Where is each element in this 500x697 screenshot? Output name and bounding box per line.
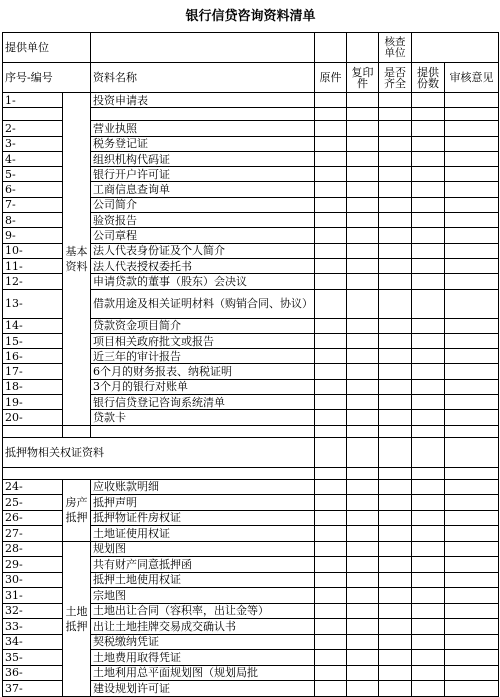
item-name: 验资报告 [91, 213, 315, 228]
item-number: 25- [3, 495, 63, 511]
count-cell[interactable] [412, 318, 445, 333]
original-cell[interactable] [315, 479, 347, 495]
count-cell[interactable] [412, 213, 445, 228]
opinion-cell[interactable] [445, 228, 499, 243]
opinion-cell[interactable] [445, 541, 499, 557]
complete-cell[interactable] [379, 274, 412, 289]
copy-cell[interactable] [347, 108, 379, 121]
item-number: 28- [3, 541, 63, 557]
opinion-cell[interactable] [445, 467, 499, 479]
blank-cell [91, 425, 315, 437]
original-cell[interactable] [315, 634, 347, 650]
count-cell[interactable] [412, 93, 445, 108]
item-name: 法人代表授权委托书 [91, 258, 315, 273]
item-number [3, 108, 63, 121]
copy-cell[interactable] [347, 572, 379, 588]
complete-cell[interactable] [379, 197, 412, 212]
count-cell[interactable] [412, 108, 445, 121]
copy-cell[interactable] [347, 151, 379, 166]
opinion-cell[interactable] [445, 197, 499, 212]
copy-cell[interactable] [347, 650, 379, 666]
original-cell[interactable] [315, 318, 347, 333]
copy-cell[interactable] [347, 603, 379, 619]
item-name: 抵押物证件房权证 [91, 510, 315, 526]
opinion-cell[interactable] [445, 182, 499, 197]
copy-cell[interactable] [347, 395, 379, 410]
original-cell[interactable] [315, 588, 347, 604]
original-cell[interactable] [315, 93, 347, 108]
count-cell[interactable] [412, 557, 445, 573]
item-number: 8- [3, 213, 63, 228]
copy-cell[interactable] [347, 588, 379, 604]
item-number: 12- [3, 274, 63, 289]
complete-cell[interactable] [379, 650, 412, 666]
copy-cell[interactable] [347, 182, 379, 197]
copy-cell[interactable] [347, 274, 379, 289]
checklist-table [2, 0, 499, 697]
opinion-cell[interactable] [445, 665, 499, 681]
section-row [3, 437, 499, 467]
item-number: 3- [3, 136, 63, 151]
header-complete: 是否齐全 [379, 63, 412, 93]
item-name: 出让土地挂牌交易成交确认书 [91, 619, 315, 635]
spacer-row [3, 425, 499, 437]
item-number: 36- [3, 665, 63, 681]
item-name: 银行开户许可证 [91, 167, 315, 182]
original-cell[interactable] [315, 151, 347, 166]
opinion-cell[interactable] [445, 349, 499, 364]
original-cell[interactable] [315, 243, 347, 258]
complete-cell[interactable] [379, 588, 412, 604]
item-number: 24- [3, 479, 63, 495]
count-cell[interactable] [412, 197, 445, 212]
opinion-cell[interactable] [445, 318, 499, 333]
count-cell[interactable] [412, 603, 445, 619]
original-cell[interactable] [315, 136, 347, 151]
header-count: 提供份数 [412, 63, 445, 93]
copy-cell[interactable] [347, 364, 379, 379]
section-title: 抵押物相关权证资料 [3, 437, 315, 467]
blank-cell [3, 467, 315, 479]
original-cell[interactable] [315, 665, 347, 681]
item-name: 法人代表身份证及个人简介 [91, 243, 315, 258]
complete-cell[interactable] [379, 213, 412, 228]
complete-cell[interactable] [379, 243, 412, 258]
opinion-cell[interactable] [445, 572, 499, 588]
count-cell[interactable] [412, 619, 445, 635]
item-name: 营业执照 [91, 121, 315, 136]
original-cell[interactable] [315, 349, 347, 364]
original-cell[interactable] [315, 681, 347, 697]
complete-cell[interactable] [379, 557, 412, 573]
complete-cell[interactable] [379, 572, 412, 588]
original-cell[interactable] [315, 364, 347, 379]
complete-cell[interactable] [379, 479, 412, 495]
copy-cell[interactable] [347, 665, 379, 681]
copy-cell[interactable] [347, 619, 379, 635]
item-number: 26- [3, 510, 63, 526]
copy-cell[interactable] [347, 289, 379, 318]
count-cell[interactable] [412, 541, 445, 557]
count-cell[interactable] [412, 467, 445, 479]
item-number: 9- [3, 228, 63, 243]
opinion-cell[interactable] [445, 151, 499, 166]
item-name: 规划图 [91, 541, 315, 557]
complete-cell[interactable] [379, 495, 412, 511]
blank-cell [445, 425, 499, 437]
original-cell[interactable] [315, 395, 347, 410]
original-cell[interactable] [315, 619, 347, 635]
item-name: 6个月的财务报表、纳税证明 [91, 364, 315, 379]
item-name: 项目相关政府批文或报告 [91, 333, 315, 348]
item-name: 公司章程 [91, 228, 315, 243]
original-cell[interactable] [315, 603, 347, 619]
table-row [3, 541, 499, 557]
header-seq: 序号-编号 [3, 63, 91, 93]
count-cell[interactable] [412, 182, 445, 197]
opinion-cell[interactable] [445, 364, 499, 379]
complete-cell[interactable] [379, 510, 412, 526]
count-cell[interactable] [412, 258, 445, 273]
original-cell[interactable] [315, 572, 347, 588]
item-name: 银行信贷登记咨询系统清单 [91, 395, 315, 410]
copy-cell[interactable] [347, 526, 379, 542]
item-name: 工商信息查询单 [91, 182, 315, 197]
count-cell[interactable] [412, 379, 445, 394]
count-cell[interactable] [412, 274, 445, 289]
count-cell[interactable] [412, 437, 445, 467]
item-name: 借款用途及相关证明材料（购销合同、协议） [91, 289, 315, 318]
complete-cell[interactable] [379, 108, 412, 121]
complete-cell[interactable] [379, 410, 412, 425]
item-number: 17- [3, 364, 63, 379]
count-cell[interactable] [412, 395, 445, 410]
blank-cell [63, 425, 91, 437]
original-cell[interactable] [315, 333, 347, 348]
item-number: 30- [3, 572, 63, 588]
complete-cell[interactable] [379, 182, 412, 197]
complete-cell[interactable] [379, 258, 412, 273]
item-number: 5- [3, 167, 63, 182]
complete-cell[interactable] [379, 437, 412, 467]
item-number: 1- [3, 93, 63, 108]
copy-cell[interactable] [347, 634, 379, 650]
item-number: 19- [3, 395, 63, 410]
count-cell[interactable] [412, 572, 445, 588]
verifier-label: 核查单位 [379, 33, 412, 63]
item-name: 抵押土地使用权证 [91, 572, 315, 588]
complete-cell[interactable] [379, 634, 412, 650]
item-name: 土地费用取得凭证 [91, 650, 315, 666]
provider-value-3[interactable] [347, 33, 379, 63]
copy-cell[interactable] [347, 541, 379, 557]
opinion-cell[interactable] [445, 634, 499, 650]
count-cell[interactable] [412, 243, 445, 258]
opinion-cell[interactable] [445, 243, 499, 258]
header-name: 资料名称 [91, 63, 315, 93]
original-cell[interactable] [315, 510, 347, 526]
opinion-cell[interactable] [445, 410, 499, 425]
complete-cell[interactable] [379, 228, 412, 243]
item-name: 贷款卡 [91, 410, 315, 425]
opinion-cell[interactable] [445, 603, 499, 619]
item-number: 32- [3, 603, 63, 619]
count-cell[interactable] [412, 410, 445, 425]
item-number: 6- [3, 182, 63, 197]
item-name: 投资申请表 [91, 93, 315, 108]
item-number: 20- [3, 410, 63, 425]
item-number: 35- [3, 650, 63, 666]
copy-cell[interactable] [347, 557, 379, 573]
complete-cell[interactable] [379, 289, 412, 318]
item-number: 15- [3, 333, 63, 348]
item-number: 14- [3, 318, 63, 333]
count-cell[interactable] [412, 167, 445, 182]
item-number: 16- [3, 349, 63, 364]
original-cell[interactable] [315, 228, 347, 243]
opinion-cell[interactable] [445, 510, 499, 526]
count-cell[interactable] [412, 479, 445, 495]
copy-cell[interactable] [347, 681, 379, 697]
blank-cell [379, 425, 412, 437]
item-name: 贷款资金项目简介 [91, 318, 315, 333]
opinion-cell[interactable] [445, 333, 499, 348]
original-cell[interactable] [315, 410, 347, 425]
provider-label: 提供单位 [3, 33, 91, 63]
page-title: 银行信贷咨询资料清单 [185, 8, 316, 24]
count-cell[interactable] [412, 650, 445, 666]
category-house: 房产抵押 [63, 479, 91, 541]
header-original: 原件 [315, 63, 347, 93]
complete-cell[interactable] [379, 333, 412, 348]
copy-cell[interactable] [347, 349, 379, 364]
opinion-cell[interactable] [445, 289, 499, 318]
copy-cell[interactable] [347, 467, 379, 479]
count-cell[interactable] [412, 151, 445, 166]
item-number: 34- [3, 634, 63, 650]
original-cell[interactable] [315, 274, 347, 289]
item-name: 土地出让合同（容积率，出让金等） [91, 603, 315, 619]
count-cell[interactable] [412, 681, 445, 697]
blank-cell [347, 425, 379, 437]
copy-cell[interactable] [347, 136, 379, 151]
blank-cell [3, 425, 63, 437]
original-cell[interactable] [315, 526, 347, 542]
opinion-cell[interactable] [445, 395, 499, 410]
item-name: 土地利用总平面规划图（规划局批 [91, 665, 315, 681]
complete-cell[interactable] [379, 364, 412, 379]
verifier-value[interactable] [412, 33, 499, 63]
complete-cell[interactable] [379, 93, 412, 108]
count-cell[interactable] [412, 495, 445, 511]
count-cell[interactable] [412, 588, 445, 604]
item-name: 共有财产同意抵押函 [91, 557, 315, 573]
opinion-cell[interactable] [445, 619, 499, 635]
opinion-cell[interactable] [445, 121, 499, 136]
complete-cell[interactable] [379, 318, 412, 333]
original-cell[interactable] [315, 467, 347, 479]
count-cell[interactable] [412, 349, 445, 364]
complete-cell[interactable] [379, 349, 412, 364]
item-number: 37- [3, 681, 63, 697]
opinion-cell[interactable] [445, 213, 499, 228]
complete-cell[interactable] [379, 395, 412, 410]
copy-cell[interactable] [347, 333, 379, 348]
copy-cell[interactable] [347, 379, 379, 394]
complete-cell[interactable] [379, 681, 412, 697]
copy-cell[interactable] [347, 410, 379, 425]
item-number: 4- [3, 151, 63, 166]
complete-cell[interactable] [379, 151, 412, 166]
opinion-cell[interactable] [445, 588, 499, 604]
opinion-cell[interactable] [445, 136, 499, 151]
opinion-cell[interactable] [445, 681, 499, 697]
original-cell[interactable] [315, 289, 347, 318]
copy-cell[interactable] [347, 243, 379, 258]
copy-cell[interactable] [347, 197, 379, 212]
opinion-cell[interactable] [445, 379, 499, 394]
count-cell[interactable] [412, 121, 445, 136]
original-cell[interactable] [315, 121, 347, 136]
item-name: 土地证使用权证 [91, 526, 315, 542]
complete-cell[interactable] [379, 665, 412, 681]
opinion-cell[interactable] [445, 650, 499, 666]
complete-cell[interactable] [379, 619, 412, 635]
opinion-cell[interactable] [445, 93, 499, 108]
item-number: 10- [3, 243, 63, 258]
opinion-cell[interactable] [445, 258, 499, 273]
category-basic: 基本资料 [63, 93, 91, 426]
count-cell[interactable] [412, 228, 445, 243]
item-name: 近三年的审计报告 [91, 349, 315, 364]
opinion-cell[interactable] [445, 108, 499, 121]
item-name: 公司简介 [91, 197, 315, 212]
table-row [3, 479, 499, 495]
count-cell[interactable] [412, 333, 445, 348]
copy-cell[interactable] [347, 121, 379, 136]
complete-cell[interactable] [379, 603, 412, 619]
original-cell[interactable] [315, 258, 347, 273]
complete-cell[interactable] [379, 541, 412, 557]
header-opinion: 审核意见 [445, 63, 499, 93]
complete-cell[interactable] [379, 467, 412, 479]
original-cell[interactable] [315, 108, 347, 121]
copy-cell[interactable] [347, 479, 379, 495]
original-cell[interactable] [315, 495, 347, 511]
count-cell[interactable] [412, 634, 445, 650]
complete-cell[interactable] [379, 167, 412, 182]
item-name: 3个月的银行对账单 [91, 379, 315, 394]
item-name: 申请贷款的董事（股东）会决议 [91, 274, 315, 289]
original-cell[interactable] [315, 437, 347, 467]
complete-cell[interactable] [379, 526, 412, 542]
copy-cell[interactable] [347, 318, 379, 333]
item-number: 11- [3, 258, 63, 273]
original-cell[interactable] [315, 650, 347, 666]
copy-cell[interactable] [347, 258, 379, 273]
item-name: 建设规划许可证 [91, 681, 315, 697]
item-number: 13- [3, 289, 63, 318]
item-number: 7- [3, 197, 63, 212]
original-cell[interactable] [315, 213, 347, 228]
item-number: 27- [3, 526, 63, 542]
item-number: 2- [3, 121, 63, 136]
provider-value[interactable] [91, 33, 315, 63]
opinion-cell[interactable] [445, 479, 499, 495]
copy-cell[interactable] [347, 510, 379, 526]
opinion-cell[interactable] [445, 274, 499, 289]
copy-cell[interactable] [347, 495, 379, 511]
copy-cell[interactable] [347, 437, 379, 467]
item-number: 33- [3, 619, 63, 635]
spacer-row [3, 467, 499, 479]
opinion-cell[interactable] [445, 167, 499, 182]
copy-cell[interactable] [347, 167, 379, 182]
item-number: 29- [3, 557, 63, 573]
original-cell[interactable] [315, 197, 347, 212]
item-name: 应收账款明细 [91, 479, 315, 495]
item-name: 组织机构代码证 [91, 151, 315, 166]
count-cell[interactable] [412, 526, 445, 542]
provider-value-2[interactable] [315, 33, 347, 63]
original-cell[interactable] [315, 379, 347, 394]
count-cell[interactable] [412, 510, 445, 526]
item-name: 税务登记证 [91, 136, 315, 151]
table-row [3, 93, 499, 108]
opinion-cell[interactable] [445, 557, 499, 573]
opinion-cell[interactable] [445, 495, 499, 511]
item-number: 18- [3, 379, 63, 394]
category-land: 土地抵押 [63, 541, 91, 696]
copy-cell[interactable] [347, 93, 379, 108]
item-number: 31- [3, 588, 63, 604]
item-name [91, 108, 315, 121]
opinion-cell[interactable] [445, 526, 499, 542]
count-cell[interactable] [412, 289, 445, 318]
count-cell[interactable] [412, 364, 445, 379]
item-name: 契税缴纳凭证 [91, 634, 315, 650]
count-cell[interactable] [412, 136, 445, 151]
original-cell[interactable] [315, 541, 347, 557]
original-cell[interactable] [315, 557, 347, 573]
blank-cell [315, 425, 347, 437]
count-cell[interactable] [412, 665, 445, 681]
blank-cell [412, 425, 445, 437]
opinion-cell[interactable] [445, 437, 499, 467]
header-copy: 复印件 [347, 63, 379, 93]
item-name: 宗地图 [91, 588, 315, 604]
item-name: 抵押声明 [91, 495, 315, 511]
original-cell[interactable] [315, 167, 347, 182]
complete-cell[interactable] [379, 379, 412, 394]
copy-cell[interactable] [347, 213, 379, 228]
copy-cell[interactable] [347, 228, 379, 243]
complete-cell[interactable] [379, 121, 412, 136]
original-cell[interactable] [315, 182, 347, 197]
complete-cell[interactable] [379, 136, 412, 151]
